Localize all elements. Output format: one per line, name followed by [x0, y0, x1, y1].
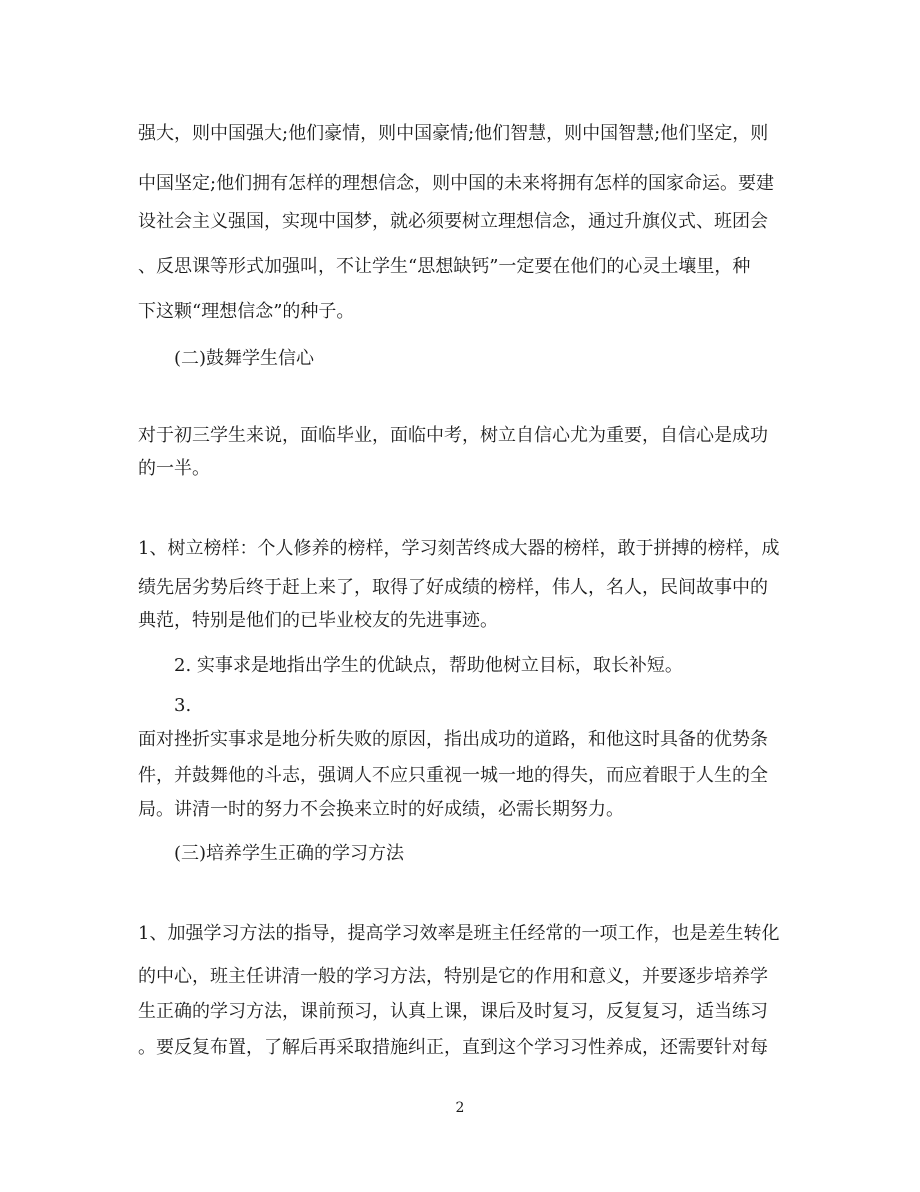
paragraph-line: 生正确的学习方法，课前预习，认真上课，课后及时复习，反复复习，适当练习 — [138, 1001, 768, 1022]
paragraph-line: 的一半。 — [138, 458, 210, 479]
paragraph-line: 下这颗“理想信念”的种子。 — [138, 301, 355, 322]
paragraph-line: 局。讲清一时的努力不会换来立时的好成绩，必需长期努力。 — [138, 799, 624, 820]
paragraph-line: 强大，则中国强大;他们豪情，则中国豪情;他们智慧，则中国智慧;他们坚定，则 — [138, 123, 769, 144]
page-number: 2 — [455, 1100, 465, 1116]
paragraph-line: 的中心，班主任讲清一般的学习方法，特别是它的作用和意义，并要逐步培养学 — [138, 966, 768, 987]
list-item: 2. 实事求是地指出学生的优缺点，帮助他树立目标，取长补短。 — [174, 655, 683, 676]
paragraph-line: 设社会主义强国，实现中国梦，就必须要树立理想信念，通过升旗仪式、班团会 — [138, 211, 768, 232]
paragraph-line: 、反思课等形式加强叫，不让学生“思想缺钙”一定要在他们的心灵土壤里，种 — [138, 256, 751, 277]
paragraph-line: 对于初三学生来说，面临毕业，面临中考，树立自信心尤为重要，自信心是成功 — [138, 425, 768, 446]
paragraph-line: 中国坚定;他们拥有怎样的理想信念，则中国的未来将拥有怎样的国家命运。要建 — [138, 173, 775, 194]
paragraph-line: 绩先居劣势后终于赶上来了，取得了好成绩的榜样，伟人，名人，民间故事中的 — [138, 577, 768, 598]
paragraph-line: 典范，特别是他们的已毕业校友的先进事迹。 — [138, 610, 498, 631]
paragraph-line: 。要反复布置，了解后再采取措施纠正，直到这个学习习性养成，还需要针对每 — [138, 1037, 768, 1058]
paragraph-line: 面对挫折实事求是地分析失败的原因，指出成功的道路，和他这时具备的优势条 — [138, 729, 768, 750]
paragraph-line: 1、树立榜样：个人修养的榜样，学习刻苦终成大器的榜样，敢于拼搏的榜样，成 — [138, 538, 780, 559]
section-heading: (二)鼓舞学生信心 — [174, 348, 315, 369]
paragraph-line: 件，并鼓舞他的斗志，强调人不应只重视一城一地的得失，而应着眼于人生的全 — [138, 765, 768, 786]
list-item-number: 3. — [174, 695, 192, 716]
paragraph-line: 1、加强学习方法的指导，提高学习效率是班主任经常的一项工作，也是差生转化 — [138, 923, 780, 944]
section-heading: (三)培养学生正确的学习方法 — [174, 843, 405, 864]
